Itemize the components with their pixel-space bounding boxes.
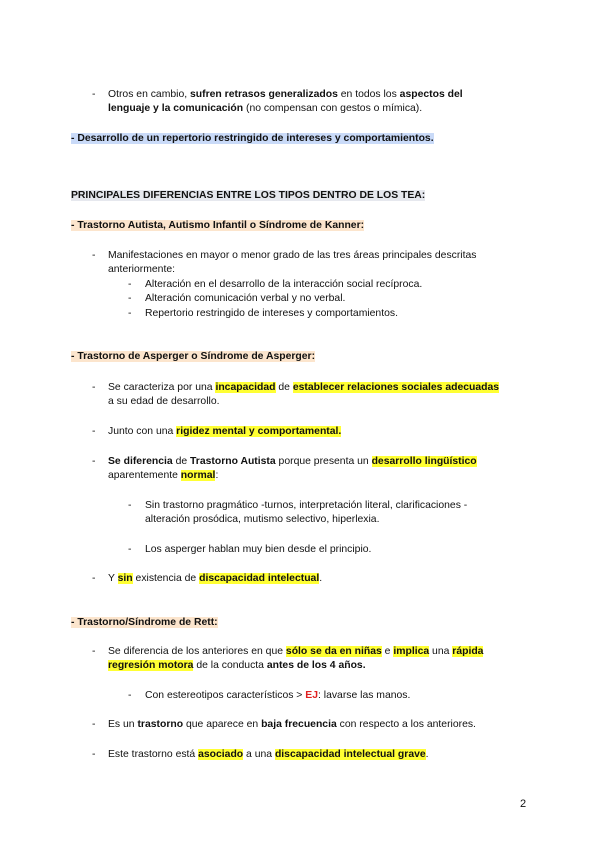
heading-rett: - Trastorno/Síndrome de Rett: bbox=[71, 617, 218, 628]
paragraph-language-delay-cont: lenguaje y la comunicación (no compensan con gestos o mímica). bbox=[108, 103, 423, 114]
bullet-dash: - bbox=[92, 719, 96, 730]
bullet-dash: - bbox=[92, 646, 96, 657]
autism-sub-item: Alteración comunicación verbal y no verbal. bbox=[145, 293, 346, 304]
asperger-sub-speech: Los asperger hablan muy bien desde el principio. bbox=[145, 544, 372, 555]
autism-sub-item: Alteración en el desarrollo de la interacción social recíproca. bbox=[145, 279, 423, 290]
heading-differences: PRINCIPALES DIFERENCIAS ENTRE LOS TIPOS DENTRO DE LOS TEA: bbox=[71, 190, 426, 201]
rett-bullet-girls: Se diferencia de los anteriores en que sólo se da en niñas e implica una rápida bbox=[108, 646, 484, 657]
asperger-sub-pragmatic: Sin trastorno pragmático -turnos, interpretación literal, clarificaciones - bbox=[145, 500, 468, 511]
paragraph-language-delay: Otros en cambio, sufren retrasos generalizados en todos los aspectos del bbox=[108, 89, 463, 100]
sub-bullet-dash: - bbox=[128, 690, 132, 701]
rett-bullet-frequency: Es un trastorno que aparece en baja frecuencia con respecto a los anteriores. bbox=[108, 719, 476, 730]
sub-bullet-dash: - bbox=[128, 293, 132, 304]
asperger-bullet-difference: Se diferencia de Trastorno Autista porque presenta un desarrollo lingüístico bbox=[108, 456, 477, 467]
autism-manifestations: Manifestaciones en mayor o menor grado de las tres áreas principales descritas bbox=[108, 250, 477, 261]
bullet-dash: - bbox=[92, 382, 96, 393]
rett-sub-stereotypes: Con estereotipos característicos > EJ: lavarse las manos. bbox=[145, 690, 411, 701]
asperger-sub-pragmatic-cont: alteración prosódica, mutismo selectivo, hiperlexia. bbox=[145, 514, 380, 525]
bullet-dash: - bbox=[92, 426, 96, 437]
asperger-bullet-no-disability: Y sin existencia de discapacidad intelectual. bbox=[108, 573, 323, 584]
bullet-dash: - bbox=[92, 89, 96, 100]
bullet-dash: - bbox=[92, 573, 96, 584]
heading-autism: - Trastorno Autista, Autismo Infantil o Síndrome de Kanner: bbox=[71, 220, 365, 231]
asperger-bullet-incapacity-cont: a su edad de desarrollo. bbox=[108, 396, 220, 407]
sub-bullet-dash: - bbox=[128, 279, 132, 290]
sub-bullet-dash: - bbox=[128, 544, 132, 555]
bullet-dash: - bbox=[92, 456, 96, 467]
heading-repertoire: - Desarrollo de un repertorio restringido de intereses y comportamientos. bbox=[71, 133, 434, 144]
rett-bullet-girls-cont: regresión motora de la conducta antes de los 4 años. bbox=[108, 660, 366, 671]
page-number: 2 bbox=[520, 798, 527, 810]
asperger-bullet-incapacity: Se caracteriza por una incapacidad de establecer relaciones sociales adecuadas bbox=[108, 382, 500, 393]
heading-asperger: - Trastorno de Asperger o Síndrome de Asperger: bbox=[71, 351, 316, 362]
sub-bullet-dash: - bbox=[128, 500, 132, 511]
asperger-bullet-rigidity: Junto con una rigidez mental y comportamental. bbox=[108, 426, 342, 437]
autism-sub-item: Repertorio restringido de intereses y comportamientos. bbox=[145, 308, 398, 319]
asperger-bullet-difference-cont: aparentemente normal: bbox=[108, 470, 219, 481]
bullet-dash: - bbox=[92, 250, 96, 261]
autism-manifestations-cont: anteriormente: bbox=[108, 264, 175, 275]
rett-bullet-disability: Este trastorno está asociado a una discapacidad intelectual grave. bbox=[108, 749, 429, 760]
sub-bullet-dash: - bbox=[128, 308, 132, 319]
bullet-dash: - bbox=[92, 749, 96, 760]
